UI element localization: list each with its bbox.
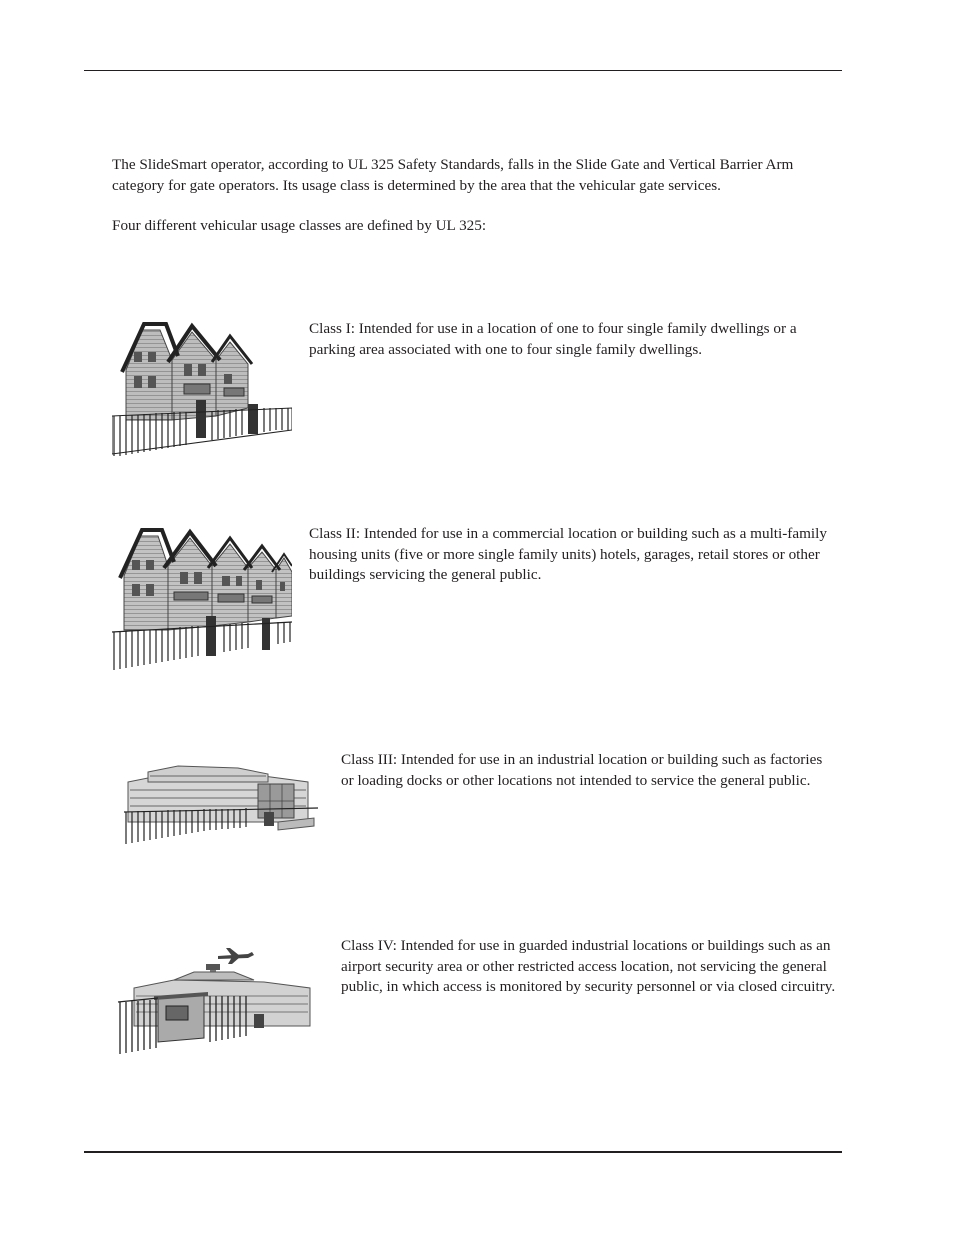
intro-paragraph: The SlideSmart operator, according to UL 325 Safety Standards, falls in the Slide Gate and Vertical Barrier Arm category for gate operators. Its usage class is determined by the area that the vehicular gate services. [112,156,794,194]
industrial-building-illustration [118,752,318,852]
multi-family-building-illustration [112,526,292,672]
footer-rule [84,1151,842,1153]
header-rule [84,70,842,71]
class-iv-description: Class IV: Intended for use in guarded industrial locations or buildings such as an airport security area or other restricted access location, not servicing the general public, in which access is monitored by security personnel or via closed circuitry. [341,937,836,995]
class-iii-description: Class III: Intended for use in an industrial location or building such as factories or loading docks or other locations not intended to service the general public. [341,751,823,789]
single-family-house-illustration [112,320,292,458]
classes-intro-paragraph: Four different vehicular usage classes are defined by UL 325: [112,217,487,234]
airport-security-illustration [114,942,318,1064]
class-ii-description: Class II: Intended for use in a commercial location or building such as a multi-family housing units (five or more single family units) hotels, garages, retail stores or other buildings servicing the general public. [309,525,827,583]
class-i-description: Class I: Intended for use in a location of one to four single family dwellings or a parking area associated with one to four single family dwellings. [309,320,797,358]
